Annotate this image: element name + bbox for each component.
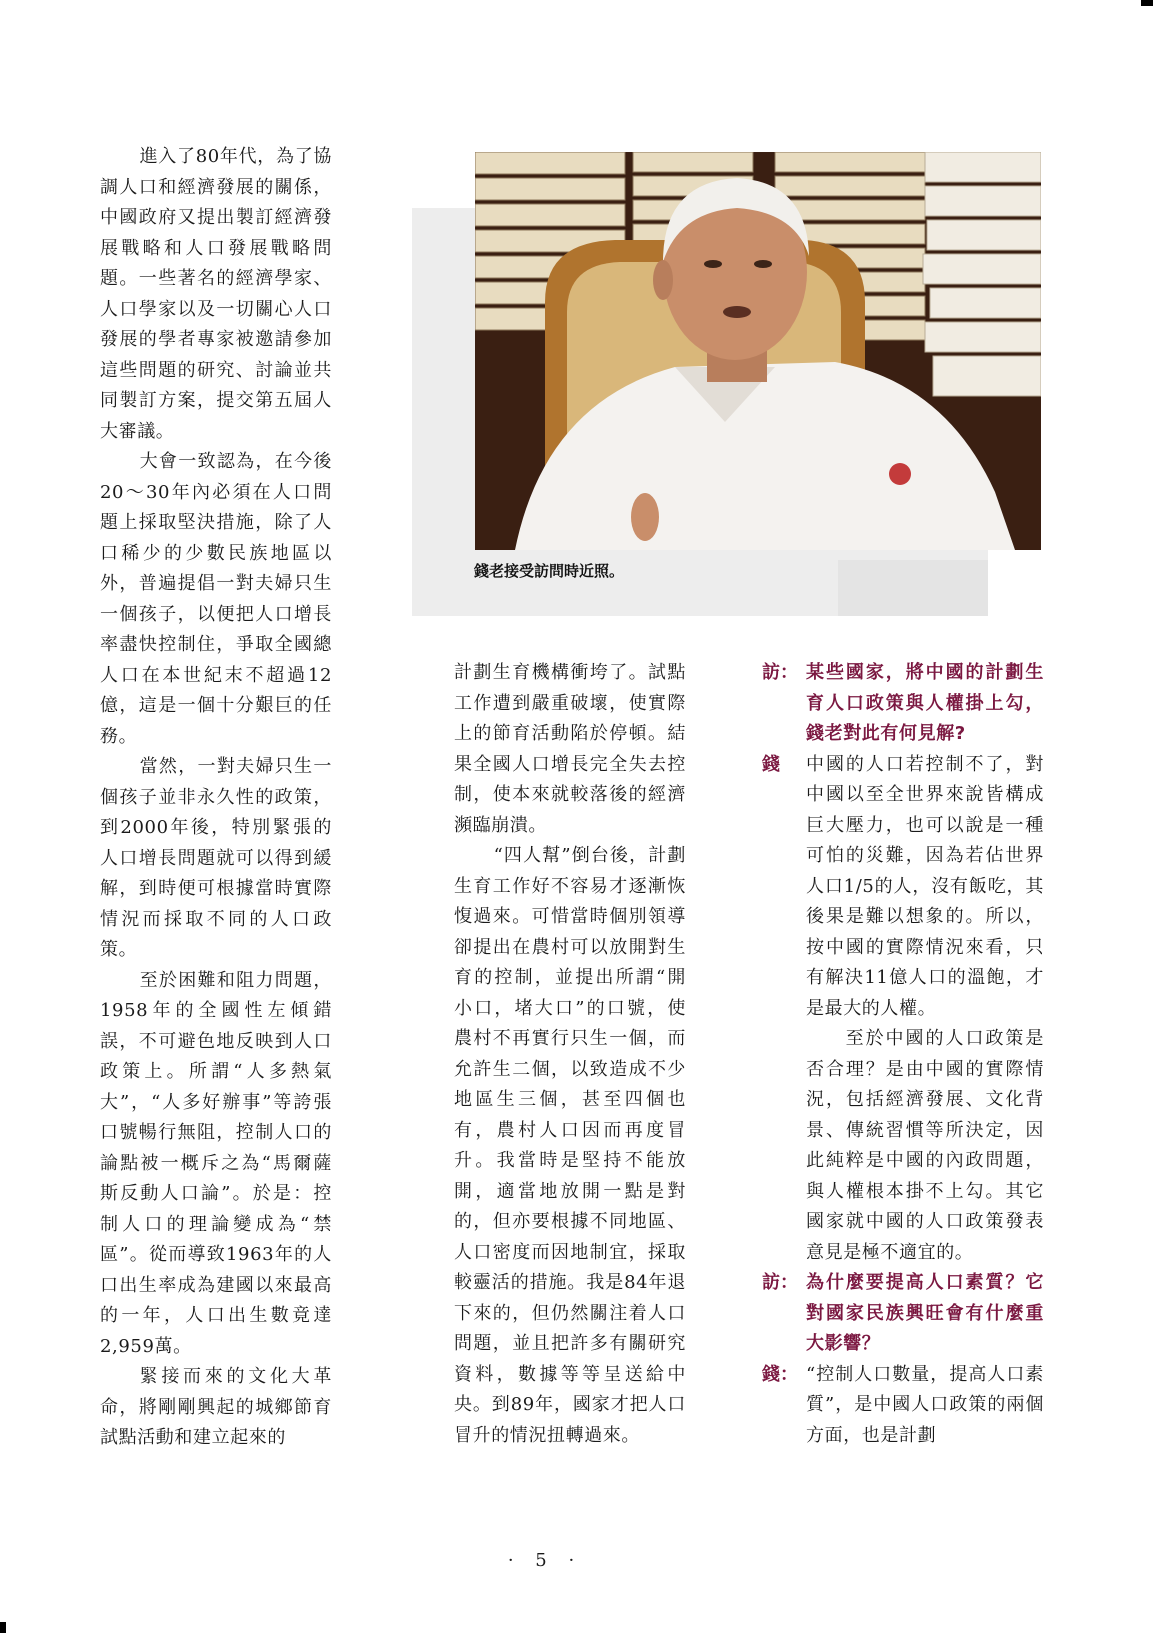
paragraph: 緊接而來的文化大革命，將剛剛興起的城鄉節育試點活動和建立起來的 — [100, 1366, 332, 1448]
shirt-emblem — [889, 463, 911, 485]
photo-background-panel-shadow — [838, 560, 988, 616]
scan-edge-mark-top-right — [1141, 0, 1153, 6]
interview-question — [762, 1268, 1044, 1360]
paragraph: “四人幫”倒台後，計劃生育工作好不容易才逐漸恢愎過來。可惜當時個別領導卻提出在農村可以放開對生育的控制，並提出所謂“開小口，堵大口”的口號，使農村不再實行只生一個，而允許生二個，以致造成不少地區生三個，甚至四個也有，農村人口因而再度冒升。我當時是堅持不能放開，適當地放開一點是對的，但亦要根據不同地區、人口密度而因地制宜，採取較靈活的措施。我是84年退下來的，但仍然關注着人口問題，並且把許多有關研究資料，數據等等呈送給中央。到89年，國家才把人口冒升的情況扭轉過來。 — [454, 845, 686, 1446]
paper-piles — [923, 152, 1041, 396]
paragraph: 至於困難和阻力問題，1958年的全國性左傾錯誤，不可避色地反映到人口政策上。所謂“人多熱氣大”，“人多好辦事”等誇張口號暢行無阻，控制人口的論點被一概斥之為“馬爾薩斯反動人口論”。於是：控制人口的理論變成為“禁區”。從而導致1963年的人口出生率成為建國以來最高的一年，人口出生數竟達2,959萬。 — [100, 969, 332, 1357]
paragraph: 大會一致認為，在今後20～30年內必須在人口問題上採取堅決措施，除了人口稀少的少數民族地區以外，普遍提倡一對夫婦只生一個孩子，以便把人口增長率盡快控制住，爭取全國總人口在本世紀末不超過12億，這是一個十分艱巨的任務。 — [100, 451, 332, 747]
text-column-1 — [100, 142, 332, 1454]
answer-text: “控制人口數量，提高人口素質”，是中國人口政策的兩個方面，也是計劃 — [806, 1363, 1044, 1446]
interview-question — [762, 658, 1044, 750]
speaker-label-qian: 錢： — [762, 1363, 798, 1385]
answer-text: 中國的人口若控制不了，對中國以至全世界來說皆構成巨大壓力，也可以說是一種可怕的災難，因為若佔世界人口1/5的人，沒有飯吃，其後果是難以想象的。所以，按中國的實際情況來看，只有解決11億人口的溫飽，才是最大的人權。 — [806, 753, 1044, 1019]
paragraph: 當然，一對夫婦只生一個孩子並非永久性的政策，到2000年後，特別緊張的人口增長問題就可以得到緩解，到時便可根據當時實際情況而採取不同的人口政策。 — [100, 756, 332, 960]
interview-answer — [762, 1360, 1044, 1452]
speaker-label-interviewer: 訪： — [762, 1272, 798, 1293]
photo-caption: 錢老接受訪問時近照。 — [474, 562, 625, 580]
interview-answer — [762, 750, 1044, 1025]
text-column-3 — [762, 658, 1044, 1451]
speaker-label-interviewer: 訪： — [762, 662, 798, 683]
portrait-illustration — [475, 152, 1041, 550]
paragraph: 計劃生育機構衝垮了。試點工作遭到嚴重破壞，使實際上的節育活動陷於停頓。結果全國人口增長完全失去控制，使本來就較落後的經濟瀕臨崩潰。 — [454, 662, 686, 836]
question-text: 某些國家，將中國的計劃生育人口政策與人權掛上勾，錢老對此有何見解? — [806, 662, 1044, 744]
answer-paragraph: 至於中國的人口政策是否合理？是由中國的實際情況，包括經濟發展、文化背景、傳統習慣等所決定，因此純粹是中國的內政問題，與人權根本掛不上勾。其它國家就中國的人口政策發表意見是極不適宜的。 — [806, 1028, 1044, 1263]
text-column-2 — [454, 658, 686, 1451]
paragraph: 進入了80年代，為了協調人口和經濟發展的關係，中國政府又提出製訂經濟發展戰略和人口發展戰略問題。一些著名的經濟學家、人口學家以及一切關心人口發展的學者專家被邀請參加這些問題的研究、討論並共同製訂方案，提交第五屆人大審議。 — [100, 146, 332, 442]
question-text: 為什麼要提高人口素質？它對國家民族興旺會有什麼重大影響？ — [806, 1272, 1044, 1354]
speaker-label-qian: 錢 — [762, 753, 780, 775]
page-number: · 5 · — [507, 1550, 583, 1571]
scan-edge-mark-bottom-left — [0, 1622, 6, 1633]
interview-photo — [475, 152, 1041, 550]
